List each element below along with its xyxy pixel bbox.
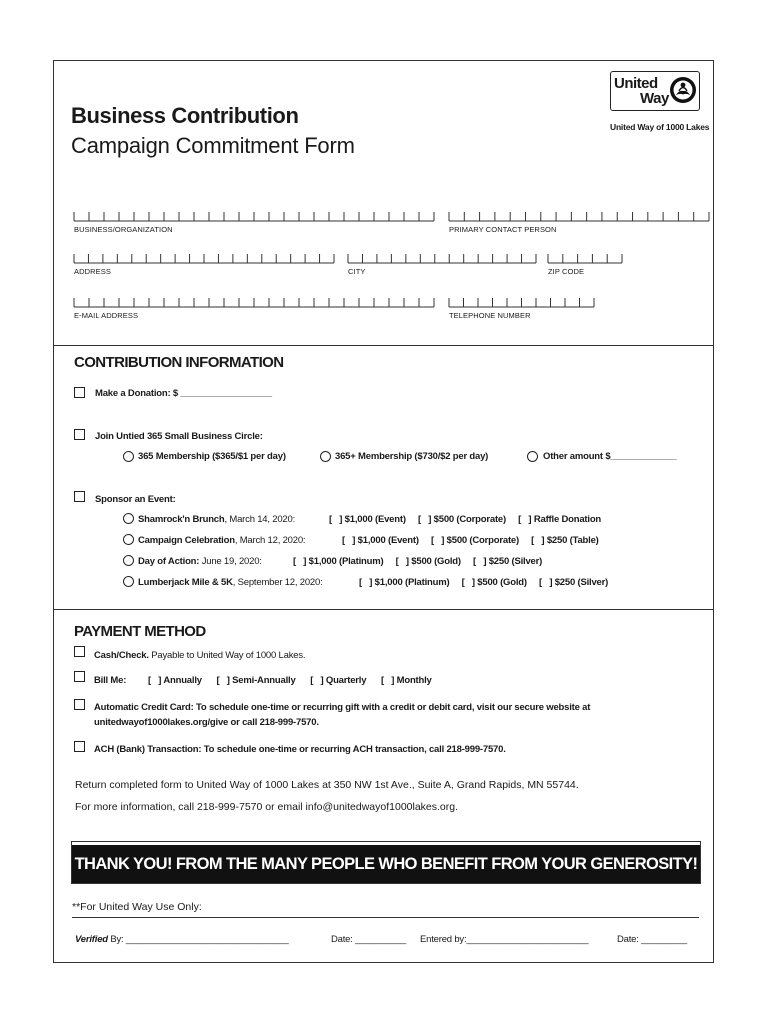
event-date: , March 14, 2020: <box>224 514 296 525</box>
verified-label: Verified <box>75 934 108 945</box>
phone-field-label: TELEPHONE NUMBER <box>449 311 531 320</box>
event-tiers-shamrock: [ ] $1,000 (Event) [ ] $500 (Corporate) [ ] Raffle Donation <box>329 514 602 525</box>
bill-me-label: Bill Me: <box>94 675 127 686</box>
membership-365plus-radio[interactable] <box>320 451 331 462</box>
event-radio-lumberjack[interactable] <box>123 576 134 587</box>
cash-check-text: Payable to United Way of 1000 Lakes. <box>148 650 306 661</box>
contact-field-label: PRIMARY CONTACT PERSON <box>449 225 557 234</box>
use-only-label: **For United Way Use Only: <box>72 901 202 913</box>
event-name: Day of Action: <box>138 556 200 567</box>
address-field-label: ADDRESS <box>74 267 111 276</box>
city-comb[interactable] <box>348 254 536 263</box>
credit-card-line-2: unitedwayof1000lakes.org/give or call 218-999-7570. <box>94 717 319 728</box>
logo-word-2: Way <box>640 90 669 107</box>
event-tiers-day-of-action: [ ] $1,000 (Platinum) [ ] $500 (Gold) [ ] $250 (Silver) <box>293 556 543 567</box>
thank-you-banner <box>72 842 700 883</box>
bill-me-options: [ ] Annually [ ] Semi-Annually [ ] Quarterly [ ] Monthly <box>148 675 432 686</box>
membership-365-radio[interactable] <box>123 451 134 462</box>
thank-you-text: THANK YOU! FROM THE MANY PEOPLE WHO BENEFIT FROM YOUR GENEROSITY! <box>74 854 698 873</box>
business-field-label: BUSINESS/ORGANIZATION <box>74 225 173 234</box>
verified-by-field <box>75 934 289 945</box>
event-date: , March 12, 2020: <box>234 535 306 546</box>
form-page <box>53 60 714 963</box>
event-radio-shamrock[interactable] <box>123 513 134 524</box>
page-subtitle: Campaign Commitment Form <box>71 133 355 158</box>
event-name: Campaign Celebration <box>138 535 235 546</box>
city-field-label: CITY <box>348 267 366 276</box>
circle-label: Join Untied 365 Small Business Circle: <box>95 431 263 442</box>
membership-365plus-label: 365+ Membership ($730/$2 per day) <box>335 451 489 462</box>
ach-label: ACH (Bank) Transaction: <box>94 744 202 755</box>
contact-comb[interactable] <box>449 212 709 221</box>
ach-row <box>94 744 506 755</box>
return-instructions: Return completed form to United Way of 1000 Lakes at 350 NW 1st Ave., Suite A, Grand Rapids, MN 55744. <box>75 779 579 791</box>
event-date: June 19, 2020: <box>199 556 262 567</box>
event-row-lumberjack <box>138 577 323 588</box>
event-tiers-celebration: [ ] $1,000 (Event) [ ] $500 (Corporate) [ ] $250 (Table) <box>342 535 599 546</box>
event-tiers-lumberjack: [ ] $1,000 (Platinum) [ ] $500 (Gold) [ ] $250 (Silver) <box>359 577 609 588</box>
use-only-rule <box>72 917 699 918</box>
event-name: Shamrock'n Brunch <box>138 514 225 525</box>
credit-card-checkbox[interactable] <box>74 699 85 710</box>
other-amount-radio[interactable] <box>527 451 538 462</box>
event-name: Lumberjack Mile & 5K <box>138 577 233 588</box>
cash-check-row <box>94 650 305 661</box>
comb-fields <box>54 61 715 351</box>
event-radio-celebration[interactable] <box>123 534 134 545</box>
sponsor-label: Sponsor an Event: <box>95 494 176 505</box>
ach-text: To schedule one-time or recurring ACH transaction, call 218-999-7570. <box>201 744 506 755</box>
event-row-celebration <box>138 535 305 546</box>
date-field-1: Date: __________ <box>331 934 406 945</box>
other-amount-label: Other amount $_____________ <box>543 451 677 462</box>
more-info: For more information, call 218-999-7570 or email info@unitedwayof1000lakes.org. <box>75 801 459 813</box>
cash-check-label: Cash/Check. <box>94 650 149 661</box>
donation-checkbox[interactable] <box>74 387 85 398</box>
ach-checkbox[interactable] <box>74 741 85 752</box>
sponsor-checkbox[interactable] <box>74 491 85 502</box>
logo-caption: United Way of 1000 Lakes <box>610 122 710 132</box>
zip-comb[interactable] <box>548 254 622 263</box>
entered-by-field: Entered by:________________________ <box>420 934 589 945</box>
email-field-label: E-MAIL ADDRESS <box>74 311 139 320</box>
cash-check-checkbox[interactable] <box>74 646 85 657</box>
membership-365-label: 365 Membership ($365/$1 per day) <box>138 451 286 462</box>
donation-label: Make a Donation: $ __________________ <box>95 388 272 399</box>
event-radio-day-of-action[interactable] <box>123 555 134 566</box>
section-divider <box>54 345 713 346</box>
circle-checkbox[interactable] <box>74 429 85 440</box>
business-comb[interactable] <box>74 212 434 221</box>
logo-word-1: United <box>614 75 658 92</box>
credit-card-line-1: Automatic Credit Card: To schedule one-time or recurring gift with a credit or debit card, visit our secure website at <box>94 702 591 713</box>
contribution-heading: CONTRIBUTION INFORMATION <box>74 354 284 371</box>
email-comb[interactable] <box>74 298 434 307</box>
section-divider <box>54 609 713 610</box>
zip-field-label: ZIP CODE <box>548 267 585 276</box>
phone-comb[interactable] <box>449 298 594 307</box>
address-comb[interactable] <box>74 254 334 263</box>
event-date: , September 12, 2020: <box>232 577 323 588</box>
event-row-shamrock <box>138 514 295 525</box>
verified-line: By: ________________________________ <box>107 934 289 945</box>
payment-heading: PAYMENT METHOD <box>74 623 206 640</box>
bill-me-checkbox[interactable] <box>74 671 85 682</box>
event-row-day-of-action <box>138 556 262 567</box>
page-title: Business Contribution <box>71 103 299 128</box>
date-field-2: Date: _________ <box>617 934 687 945</box>
